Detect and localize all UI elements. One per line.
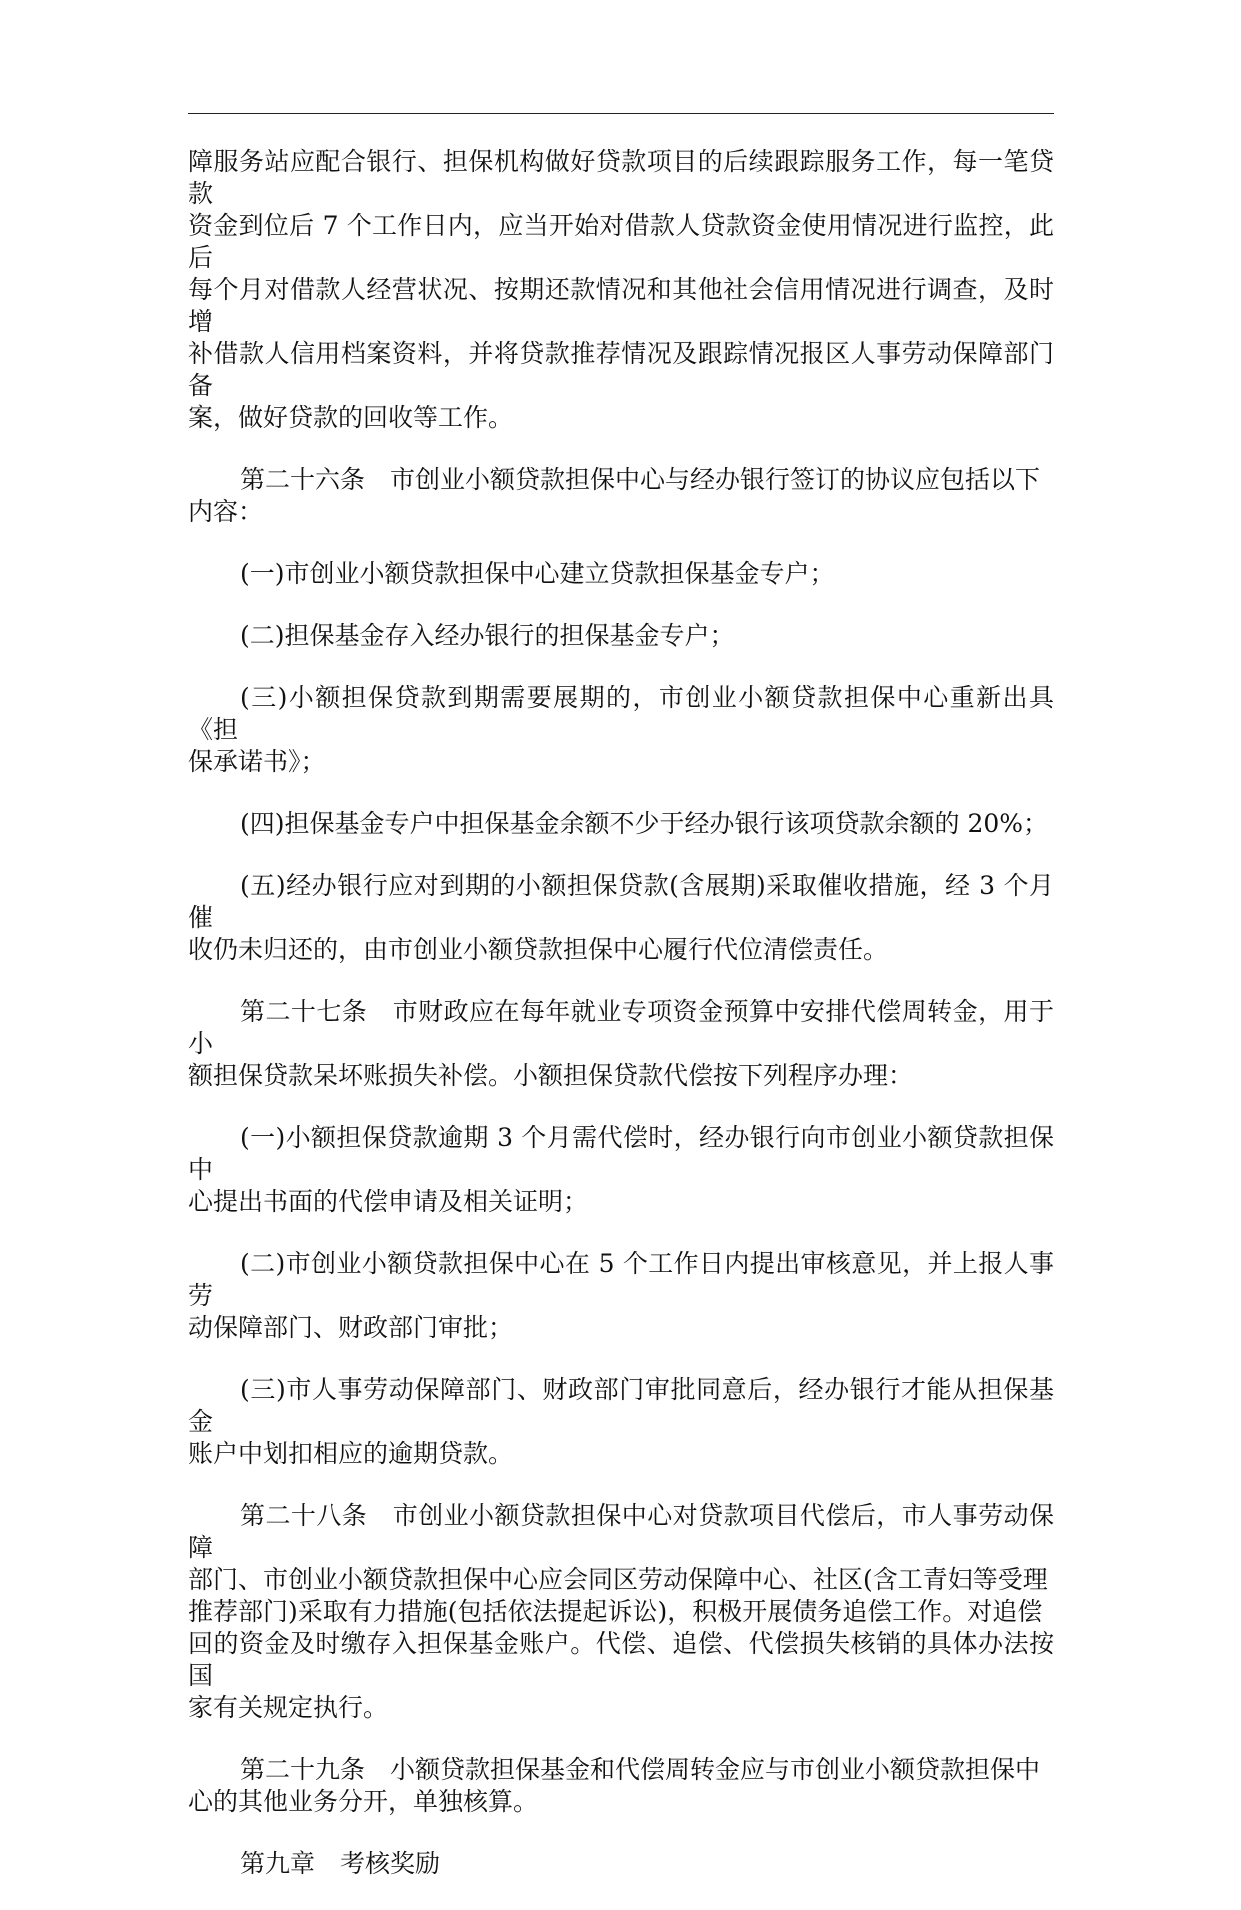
article-26-item-2 xyxy=(188,620,1054,652)
text-line: 回的资金及时缴存入担保基金账户。代偿、追偿、代偿损失核销的具体办法按国 xyxy=(188,1629,1054,1690)
text-line: 心提出书面的代偿申请及相关证明； xyxy=(188,1187,589,1216)
paragraph-continued xyxy=(188,146,1054,434)
text-line: 资金到位后 7 个工作日内，应当开始对借款人贷款资金使用情况进行监控，此后 xyxy=(188,211,1054,272)
text-line: 第二十八条 市创业小额贷款担保中心对贷款项目代偿后，市人事劳动保障 xyxy=(188,1501,1054,1562)
text-line: 家有关规定执行。 xyxy=(188,1693,389,1722)
text-line: 案，做好贷款的回收等工作。 xyxy=(188,403,514,432)
text-line: 第二十六条 市创业小额贷款担保中心与经办银行签订的协议应包括以下 xyxy=(240,465,1041,494)
article-28 xyxy=(188,1500,1054,1724)
text-line: (三)小额担保贷款到期需要展期的，市创业小额贷款担保中心重新出具《担 xyxy=(188,683,1054,744)
text-line: 内容： xyxy=(188,497,264,526)
article-26 xyxy=(188,464,1054,528)
text-line: 补借款人信用档案资料，并将贷款推荐情况及跟踪情况报区人事劳动保障部门备 xyxy=(188,339,1054,400)
article-27-item-2 xyxy=(188,1248,1054,1344)
text-line: 收仍未归还的，由市创业小额贷款担保中心履行代位清偿责任。 xyxy=(188,935,889,964)
text-line: (一)小额担保贷款逾期 3 个月需代偿时，经办银行向市创业小额贷款担保中 xyxy=(188,1123,1054,1184)
article-26-item-3 xyxy=(188,682,1054,778)
article-27 xyxy=(188,996,1054,1092)
text-line: 动保障部门、财政部门审批； xyxy=(188,1313,514,1342)
text-line: 心的其他业务分开，单独核算。 xyxy=(188,1787,539,1816)
text-line: 额担保贷款呆坏账损失补偿。小额担保贷款代偿按下列程序办理： xyxy=(188,1061,914,1090)
text-line: (五)经办银行应对到期的小额担保贷款(含展期)采取催收措施，经 3 个月催 xyxy=(188,871,1054,932)
article-26-item-5 xyxy=(188,870,1054,966)
header-rule xyxy=(188,113,1054,114)
article-29 xyxy=(188,1754,1054,1818)
article-27-item-3 xyxy=(188,1374,1054,1470)
article-26-item-1 xyxy=(188,558,1054,590)
text-line: (一)市创业小额贷款担保中心建立贷款担保基金专户； xyxy=(240,559,835,588)
text-line: 每个月对借款人经营状况、按期还款情况和其他社会信用情况进行调查，及时增 xyxy=(188,275,1054,336)
text-line: 保承诺书》； xyxy=(188,747,326,776)
text-line: (三)市人事劳动保障部门、财政部门审批同意后，经办银行才能从担保基金 xyxy=(188,1375,1054,1436)
text-line: (四)担保基金专户中担保基金余额不少于经办银行该项贷款余额的 20%； xyxy=(240,809,1049,838)
text-line: 推荐部门)采取有力措施(包括依法提起诉讼)，积极开展债务追偿工作。对追偿 xyxy=(188,1597,1043,1626)
document-body xyxy=(188,146,1054,1910)
article-26-item-4 xyxy=(188,808,1054,840)
chapter-heading xyxy=(188,1848,1054,1880)
text-line: 部门、市创业小额贷款担保中心应会同区劳动保障中心、社区(含工青妇等受理 xyxy=(188,1565,1048,1594)
text-line: 第九章 考核奖励 xyxy=(240,1849,441,1878)
text-line: (二)市创业小额贷款担保中心在 5 个工作日内提出审核意见，并上报人事劳 xyxy=(188,1249,1054,1310)
text-line: 账户中划扣相应的逾期贷款。 xyxy=(188,1439,514,1468)
text-line: (二)担保基金存入经办银行的担保基金专户； xyxy=(240,621,735,650)
text-line: 第二十九条 小额贷款担保基金和代偿周转金应与市创业小额贷款担保中 xyxy=(240,1755,1041,1784)
article-27-item-1 xyxy=(188,1122,1054,1218)
text-line: 第二十七条 市财政应在每年就业专项资金预算中安排代偿周转金，用于小 xyxy=(188,997,1054,1058)
text-line: 障服务站应配合银行、担保机构做好贷款项目的后续跟踪服务工作，每一笔贷款 xyxy=(188,147,1054,208)
